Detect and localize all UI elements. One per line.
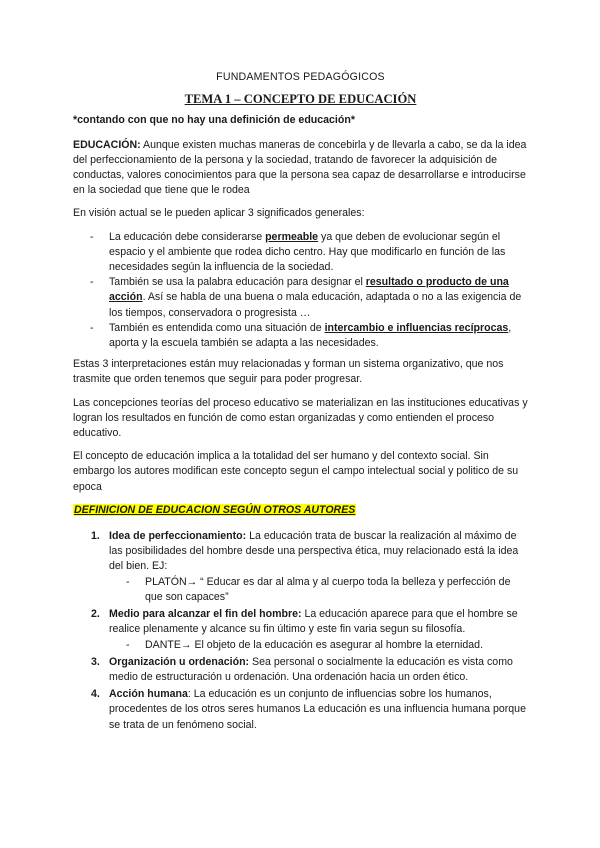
section-heading: DEFINICION DE EDUCACION SEGÚN OTROS AUTORES [74,503,356,516]
example-item: - PLATÓN→ “ Educar es dar al alma y al cuerpo toda la belleza y perfección de que son capaces” [145,575,528,605]
meaning-text: También se usa la palabra educación para designar el [109,276,366,289]
meaning-text: . Así se habla de una buena o mala educación, adaptada o no a las exigencia de los tiempos, conservadora o progresista … [109,291,522,319]
list-item [91,687,528,733]
document-body [73,70,528,735]
definition-text: La educación aparece para que el hombre se realice plenamente y alcance su fin último y este fin varia segun su filosofía. [109,608,518,636]
list-item [109,321,528,351]
item-number: 2. [91,608,100,621]
meaning-text: También es entendida como una situación de [109,321,325,334]
meaning-text: , aporta y la escuela también se adapta a las necesidades. [109,321,512,350]
list-item [91,607,528,653]
intro-note: *contando con que no hay una definición de educación* [73,114,355,127]
section-heading-wrap [73,503,528,518]
example-list [109,638,528,653]
meanings-list [73,230,528,352]
meaning-text: La educación debe considerarse [109,230,266,243]
example-list [109,575,528,605]
definition-text: : La educación es un conjunto de influencias sobre los humanos, procedentes de los otros seres humanos La educación es una influencia humana porque se trata de un fenómeno social. [109,688,526,731]
item-number: 3. [91,655,100,668]
intro-term: EDUCACIÓN: [73,138,141,151]
intro-paragraph [73,138,528,199]
meaning-text: ya que deben de evolucionar según el espacio y el ambiente que rodea dicho centro. Hay que modificarlo en función de las necesidades según la influencia de la sociedad. [109,230,506,274]
definition-term: Organización u ordenación: [109,655,250,668]
paragraph: Las concepciones teorías del proceso educativo se materializan en las instituciones educativas y logran los resultados en función de como estan organizadas y como entienden el proceso educativo. [73,396,528,440]
definition-term: Medio para alcanzar el fin del hombre: [109,608,302,621]
meaning-keyword: intercambio e influencias recíprocas [324,321,509,334]
document-header: FUNDAMENTOS PEDAGÓGICOS [216,71,385,83]
paragraph: El concepto de educación implica a la totalidad del ser humano y del contexto social. Sin embargo los autores modifican este concepto segun el campo intelectual social y politico de su epoca [73,450,519,493]
document-title: TEMA 1 – CONCEPTO DE EDUCACIÓN [184,92,417,107]
definition-text: La educación trata de buscar la realización al máximo de las posibilidades del hombre desde una perspectiva ética, muy relacionado está la idea del bien. EJ: [109,530,519,573]
definitions-list [73,529,528,733]
paragraph: Estas 3 interpretaciones están muy relacionadas y forman un sistema organizativo, que nos trasmite que orden tenemos que seguir para poder progresar. [73,358,504,386]
list-item [109,230,528,276]
vision-paragraph: En visión actual se le pueden aplicar 3 significados generales: [73,207,365,220]
definition-term: Acción humana [109,688,188,701]
list-item [91,655,528,685]
intro-text: Aunque existen muchas maneras de concebirla y de llevarla a cabo, se da la idea del perfeccionamiento de la persona y la sociedad, tratando de favorecer la adquisición de conductas, valores conocimientos para que la persona sea capaz de desarrollarse e introducirse en la sociedad que tiene que le rodea [73,138,527,197]
definition-text: Sea personal o socialmente la educación es vista como medio de estructuración u ordenación. Una ordenación hacia un orden ético. [109,655,513,683]
item-number: 1. [91,530,100,543]
definition-term: Idea de perfeccionamiento: [109,530,247,543]
example-item: - DANTE→ El objeto de la educación es asegurar al hombre la eternidad. [145,638,528,653]
list-item [109,275,528,321]
meaning-keyword: permeable [265,230,319,243]
item-number: 4. [91,688,100,701]
list-item [91,529,528,605]
meaning-keyword: resultado o producto de una acción [109,276,509,304]
